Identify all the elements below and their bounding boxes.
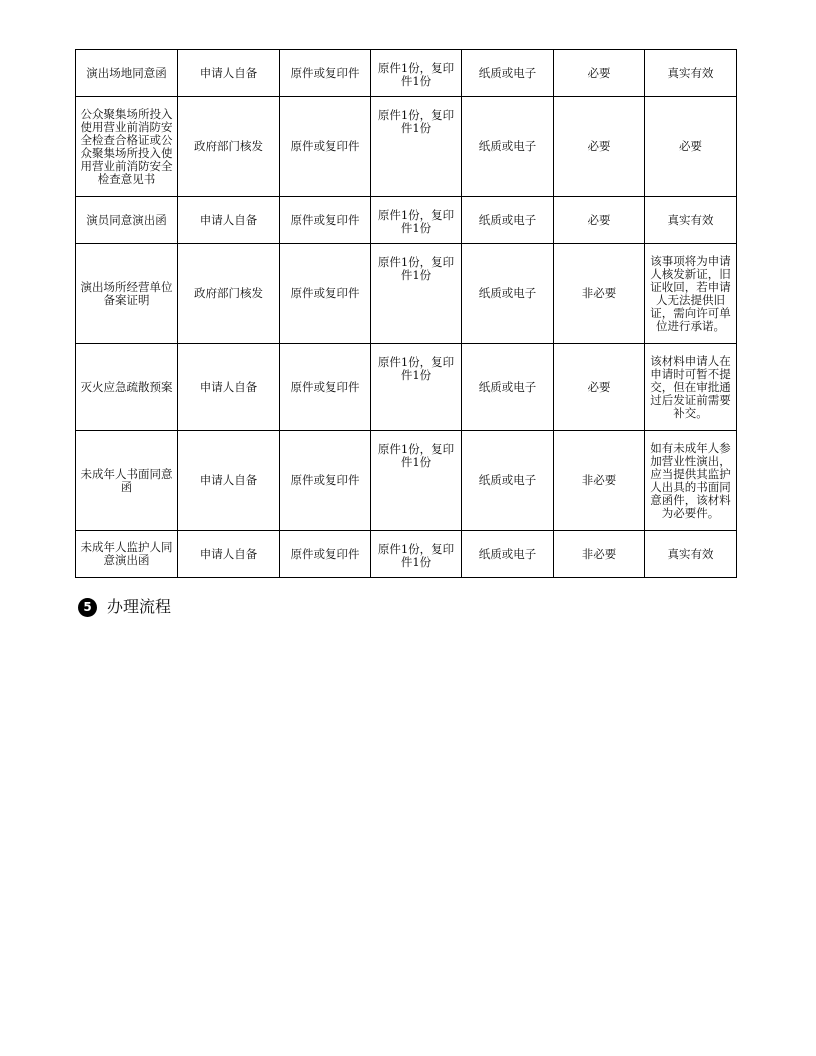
table-cell-form: 原件或复印件 [280,197,371,244]
table-cell-remark: 必要 [645,97,737,197]
table-cell-copies: 原件1份，复印件1份 [371,531,462,578]
table-cell-form: 原件或复印件 [280,244,371,344]
table-cell-name: 未成年人书面同意函 [76,431,178,531]
table-cell-form: 原件或复印件 [280,97,371,197]
table-cell-medium: 纸质或电子 [462,97,554,197]
table-cell-remark: 该材料申请人在申请时可暂不提交，但在审批通过后发证前需要补交。 [645,344,737,431]
table-cell-form: 原件或复印件 [280,344,371,431]
table-row [76,431,737,531]
table-cell-copies: 原件1份，复印件1份 [371,344,462,431]
table-cell-remark: 该事项将为申请人核发新证，旧证收回，若申请人无法提供旧证，需向许可单位进行承诺。 [645,244,737,344]
materials-table [75,49,737,578]
table-cell-name: 演出场所经营单位备案证明 [76,244,178,344]
table-cell-medium: 纸质或电子 [462,50,554,97]
table-cell-form: 原件或复印件 [280,431,371,531]
table-cell-name: 未成年人监护人同意演出函 [76,531,178,578]
table-cell-required: 非必要 [554,244,645,344]
table-cell-name: 演员同意演出函 [76,197,178,244]
table-cell-source: 申请人自备 [178,50,280,97]
table-cell-copies: 原件1份，复印件1份 [371,244,462,344]
table-cell-name: 灭火应急疏散预案 [76,344,178,431]
table-cell-source: 申请人自备 [178,197,280,244]
table-cell-remark: 真实有效 [645,531,737,578]
table-cell-form: 原件或复印件 [280,531,371,578]
table-cell-source: 申请人自备 [178,531,280,578]
table-cell-form: 原件或复印件 [280,50,371,97]
table-row [76,244,737,344]
table-cell-source: 政府部门核发 [178,97,280,197]
table-cell-required: 必要 [554,197,645,244]
table-cell-remark: 真实有效 [645,50,737,97]
table-row [76,344,737,431]
table-cell-source: 政府部门核发 [178,244,280,344]
table-cell-medium: 纸质或电子 [462,431,554,531]
table-cell-medium: 纸质或电子 [462,344,554,431]
table-cell-medium: 纸质或电子 [462,244,554,344]
table-cell-copies: 原件1份，复印件1份 [371,431,462,531]
table-row [76,97,737,197]
section-heading [78,597,171,617]
table-cell-required: 必要 [554,344,645,431]
table-cell-copies: 原件1份，复印件1份 [371,197,462,244]
table-cell-medium: 纸质或电子 [462,197,554,244]
table-cell-name: 公众聚集场所投入使用营业前消防安全检查合格证或公众聚集场所投入使用营业前消防安全检查意见书 [76,97,178,197]
table-cell-copies: 原件1份，复印件1份 [371,50,462,97]
table-cell-medium: 纸质或电子 [462,531,554,578]
table-cell-copies: 原件1份，复印件1份 [371,97,462,197]
table-cell-required: 非必要 [554,531,645,578]
table-cell-remark: 真实有效 [645,197,737,244]
table-cell-required: 必要 [554,50,645,97]
table-cell-remark: 如有未成年人参加营业性演出，应当提供其监护人出具的书面同意函件，该材料为必要件。 [645,431,737,531]
section-number-badge: 5 [78,598,97,617]
materials-table-body [76,50,737,578]
table-cell-required: 必要 [554,97,645,197]
table-row [76,197,737,244]
table-cell-name: 演出场地同意函 [76,50,178,97]
table-row [76,50,737,97]
table-row [76,531,737,578]
table-cell-required: 非必要 [554,431,645,531]
section-title: 办理流程 [107,597,172,616]
table-cell-source: 申请人自备 [178,431,280,531]
table-cell-source: 申请人自备 [178,344,280,431]
